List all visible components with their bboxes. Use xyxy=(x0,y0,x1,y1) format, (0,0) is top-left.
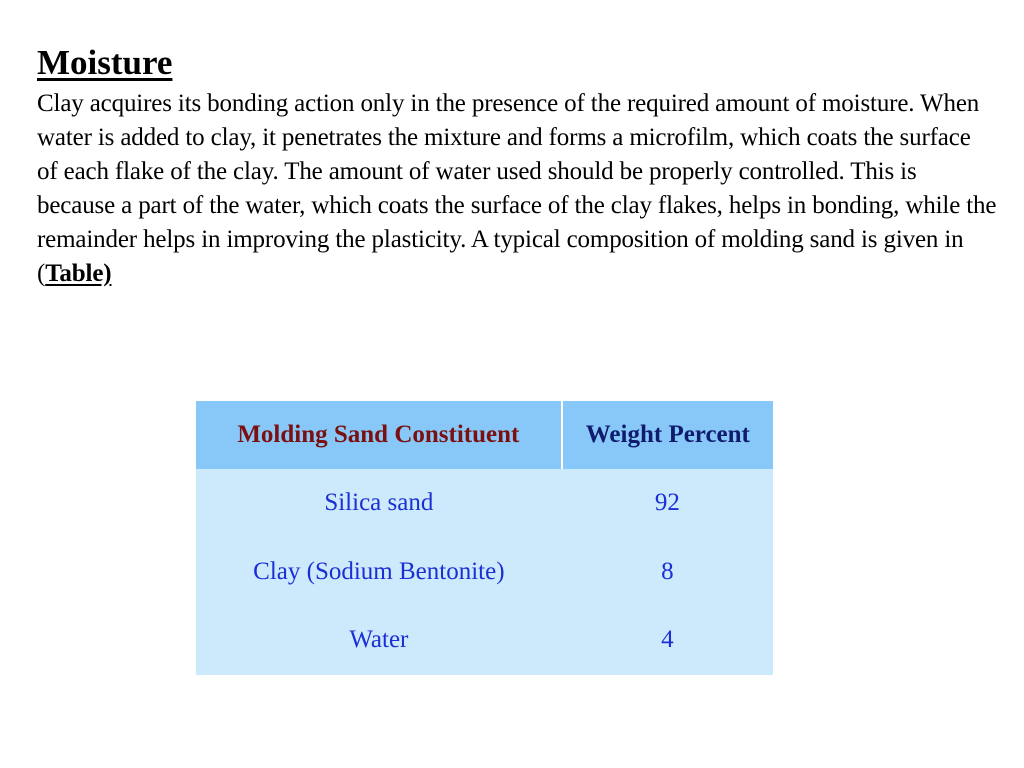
table-reference-link[interactable]: Table) xyxy=(45,260,112,287)
cell-weight: 8 xyxy=(562,538,773,607)
header-weight-percent: Weight Percent xyxy=(562,401,773,469)
body-paragraph-text: Clay acquires its bonding action only in the presence of the required amount of moisture. When water is added to clay, it penetrates the mixture and forms a microfilm, which coats the surface of each flake of the clay. The amount of water used should be properly controlled. This is because a part of the water, which coats the surface of the clay flakes, helps in bonding, while the remainder helps in improving the plasticity. A typical composition of molding sand is given in xyxy=(37,90,997,253)
table-row xyxy=(196,606,773,675)
header-constituent: Molding Sand Constituent xyxy=(196,401,562,469)
table-row xyxy=(196,538,773,607)
cell-constituent: Silica sand xyxy=(196,469,562,538)
composition-table xyxy=(196,401,773,675)
body-paragraph xyxy=(37,87,997,291)
table-row xyxy=(196,469,773,538)
cell-weight: 92 xyxy=(562,469,773,538)
cell-constituent: Water xyxy=(196,606,562,675)
cell-constituent: Clay (Sodium Bentonite) xyxy=(196,538,562,607)
table-header-row xyxy=(196,401,773,469)
section-heading: Moisture xyxy=(37,43,173,82)
table-reference-open: ( xyxy=(37,260,46,287)
cell-weight: 4 xyxy=(562,606,773,675)
